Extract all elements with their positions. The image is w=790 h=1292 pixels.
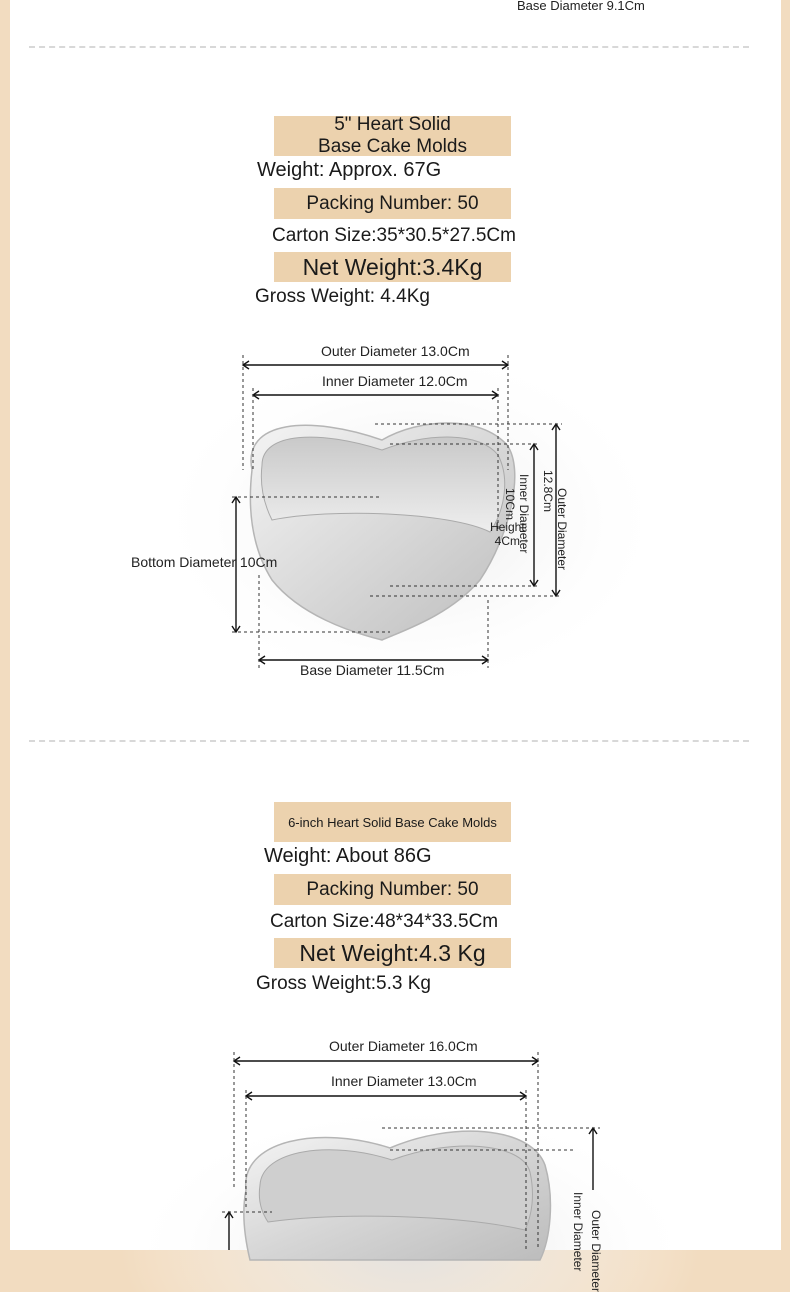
inner-diameter-label: Inner Diameter 12.0Cm: [322, 373, 468, 389]
outer-diameter-label: Outer Diameter 16.0Cm: [329, 1038, 478, 1054]
carton-size-text: Carton Size:48*34*33.5Cm: [270, 911, 499, 932]
weight-text: Weight: About 86G: [264, 845, 432, 867]
side-inner-diameter-label: Inner Diameter: [571, 1192, 585, 1272]
packing-text: Packing Number: 50: [306, 878, 479, 900]
prev-base-diameter-label: Base Diameter 9.1Cm: [517, 0, 645, 13]
net-weight-text: Net Weight:3.4Kg: [302, 253, 483, 280]
product-title: 6-inch Heart Solid Base Cake Molds: [288, 814, 497, 830]
gross-weight-text: Gross Weight:5.3 Kg: [256, 973, 431, 994]
product-spec-sheet: [10, 0, 781, 1292]
inner-diameter-label: Inner Diameter 13.0Cm: [331, 1073, 477, 1089]
side-outer-diameter-label: Outer Diameter: [589, 1210, 603, 1292]
height-label-text: Height: [490, 520, 525, 534]
gross-weight-text: Gross Weight: 4.4Kg: [255, 286, 430, 307]
bottom-diameter-label: Bottom Diameter 10Cm: [131, 554, 278, 570]
side-outer-diameter-label: Outer Diameter: [555, 488, 569, 571]
carton-size-text: Carton Size:35*30.5*27.5Cm: [272, 225, 516, 246]
side-inner-diameter-label: Inner Diameter: [517, 474, 531, 554]
packing-text: Packing Number: 50: [306, 192, 479, 214]
height-value-text: 4Cm: [494, 534, 521, 548]
product-title-line2: Base Cake Molds: [318, 136, 467, 157]
base-diameter-label: Base Diameter 11.5Cm: [300, 662, 445, 678]
side-inner-value: 10Cm: [503, 488, 517, 521]
heart-mold-diagram-6in: [10, 0, 781, 1250]
outer-diameter-label: Outer Diameter 13.0Cm: [321, 343, 470, 359]
weight-text: Weight: Approx. 67G: [257, 159, 442, 181]
net-weight-text: Net Weight:4.3 Kg: [299, 939, 486, 966]
side-diameter-value: 12.8Cm: [541, 470, 555, 513]
product-title-line1: 5" Heart Solid: [334, 114, 451, 135]
